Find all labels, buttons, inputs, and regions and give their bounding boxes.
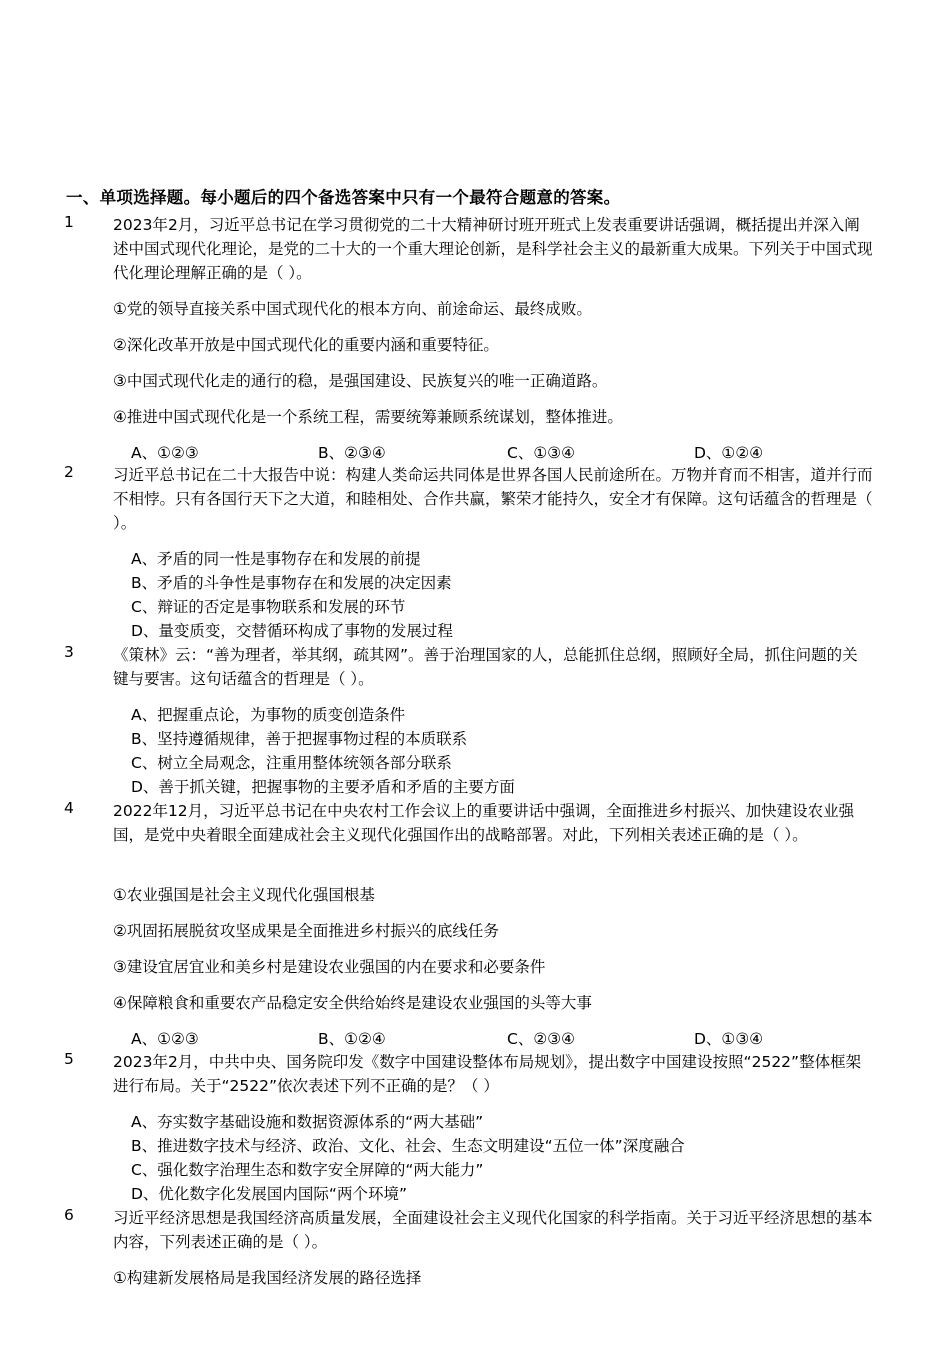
choice-c[interactable]: C、②③④ [507,1030,576,1048]
question-number: 4 [64,799,74,817]
choice-a[interactable]: A、①②③ [131,444,199,462]
option-c[interactable]: C、辩证的否定是事物联系和发展的环节 [131,598,406,616]
option-b[interactable]: B、矛盾的斗争性是事物存在和发展的决定因素 [131,574,452,592]
option-a[interactable]: A、矛盾的同一性是事物存在和发展的前提 [131,550,421,568]
option-a[interactable]: A、把握重点论，为事物的质变创造条件 [131,706,406,724]
statement-2: ②深化改革开放是中国式现代化的重要内涵和重要特征。 [113,336,499,354]
question-number: 1 [64,213,74,231]
section-heading: 一、单项选择题。每小题后的四个备选答案中只有一个最符合题意的答案。 [66,188,621,207]
option-d[interactable]: D、善于抓关键，把握事物的主要矛盾和矛盾的主要方面 [131,778,515,796]
question-stem: 2023年2月，中共中央、国务院印发《数字中国建设整体布局规划》，提出数字中国建设按照“2522”整体框架进行布局。关于“2522”依次表述下列不正确的是？（ ） [113,1053,862,1095]
question-number: 3 [64,643,74,661]
question-stem: 2023年2月，习近平总书记在学习贯彻党的二十大精神研讨班开班式上发表重要讲话强调，概括提出并深入阐述中国式现代化理论，是党的二十大的一个重大理论创新，是科学社会主义的最新重大成果。下列关于中国式现代化理论理解正确的是（ ）。 [113,216,873,282]
statement-3: ③建设宜居宜业和美乡村是建设农业强国的内在要求和必要条件 [113,958,546,976]
statement-2: ②巩固拓展脱贫攻坚成果是全面推进乡村振兴的底线任务 [113,922,499,940]
choice-b[interactable]: B、①②④ [318,1030,386,1048]
choice-d[interactable]: D、①③④ [694,1030,764,1048]
statement-1: ①构建新发展格局是我国经济发展的路径选择 [113,1269,422,1287]
statement-4: ④保障粮食和重要农产品稳定安全供给始终是建设农业强国的头等大事 [113,994,592,1012]
statement-1: ①农业强国是社会主义现代化强国根基 [113,886,375,904]
choice-a[interactable]: A、①②③ [131,1030,199,1048]
question-stem: 习近平经济思想是我国经济高质量发展，全面建设社会主义现代化国家的科学指南。关于习近平经济思想的基本内容，下列表述正确的是（ ）。 [113,1209,873,1251]
statement-3: ③中国式现代化走的通行的稳，是强国建设、民族复兴的唯一正确道路。 [113,372,608,390]
question-stem: 习近平总书记在二十大报告中说：构建人类命运共同体是世界各国人民前途所在。万物并育而不相害，道并行而不相悖。只有各国行天下之大道，和睦相处、合作共赢，繁荣才能持久，安全才有保障。这句话蕴含的哲理是（ ）。 [113,466,873,532]
choice-c[interactable]: C、①③④ [507,444,576,462]
statement-1: ①党的领导直接关系中国式现代化的根本方向、前途命运、最终成败。 [113,300,592,318]
question-number: 6 [64,1206,74,1224]
option-d[interactable]: D、量变质变，交替循环构成了事物的发展过程 [131,622,453,640]
choice-b[interactable]: B、②③④ [318,444,386,462]
question-number: 2 [64,463,74,481]
question-stem: 2022年12月，习近平总书记在中央农村工作会议上的重要讲话中强调，全面推进乡村振兴、加快建设农业强国，是党中央着眼全面建成社会主义现代化强国作出的战略部署。对此，下列相关表述正确的是（ ）。 [113,802,855,844]
option-c[interactable]: C、树立全局观念，注重用整体统领各部分联系 [131,754,452,772]
statement-4: ④推进中国式现代化是一个系统工程，需要统筹兼顾系统谋划，整体推进。 [113,408,623,426]
option-d[interactable]: D、优化数字化发展国内国际“两个环境” [131,1185,407,1203]
option-b[interactable]: B、推进数字技术与经济、政治、文化、社会、生态文明建设“五位一体”深度融合 [131,1137,685,1155]
option-b[interactable]: B、坚持遵循规律，善于把握事物过程的本质联系 [131,730,468,748]
question-stem: 《策林》云：“善为理者，举其纲，疏其网”。善于治理国家的人，总能抓住总纲，照顾好全局，抓住问题的关键与要害。这句话蕴含的哲理是（ ）。 [113,646,858,688]
choice-d[interactable]: D、①②④ [694,444,764,462]
question-number: 5 [64,1050,74,1068]
option-c[interactable]: C、强化数字治理生态和数字安全屏障的“两大能力” [131,1161,484,1179]
option-a[interactable]: A、夯实数字基础设施和数据资源体系的“两大基础” [131,1113,484,1131]
